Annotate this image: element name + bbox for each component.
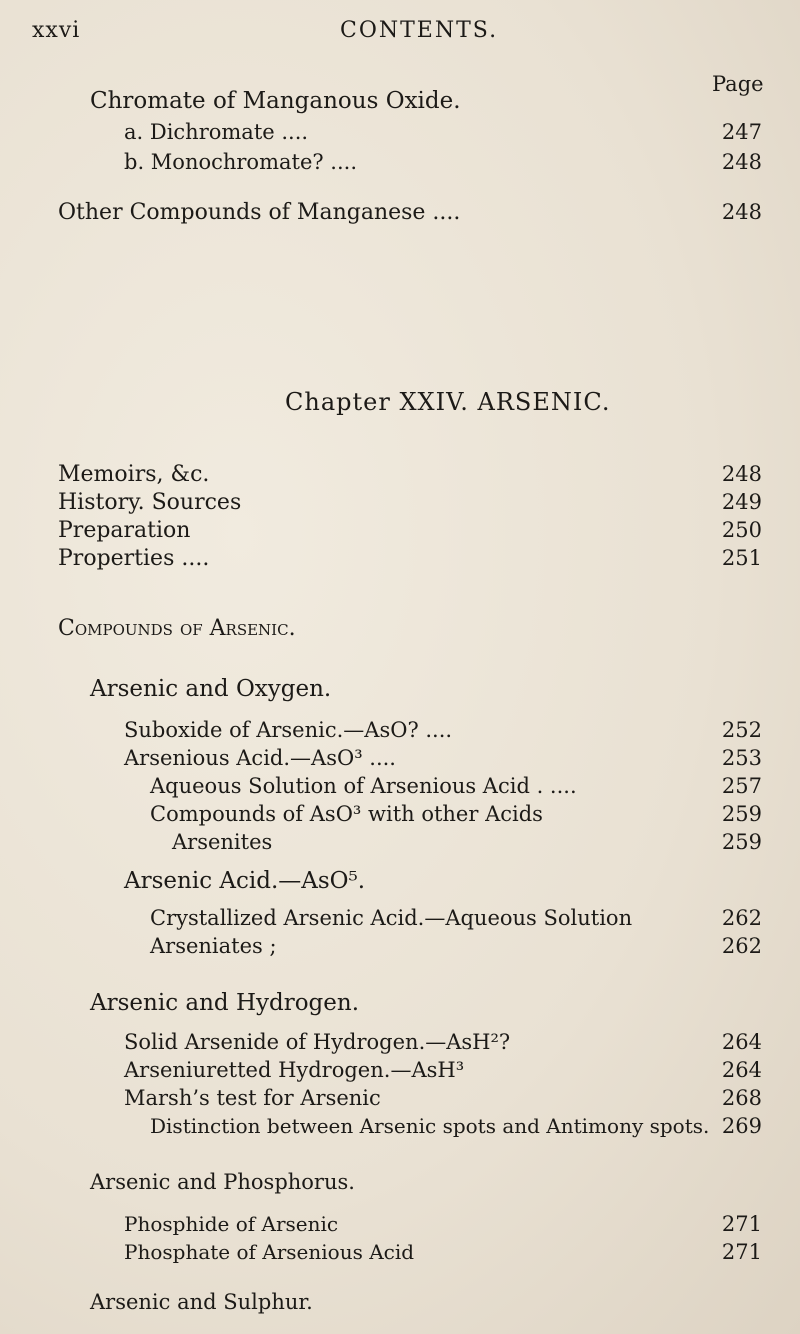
toc-entry	[0, 150, 800, 180]
compounds-heading: Compounds of Arsenic.	[58, 616, 296, 641]
entry-text: History. Sources	[58, 490, 242, 515]
section-heading: Arsenic and Hydrogen.	[90, 990, 360, 1016]
entry-text: Phosphate of Arsenious Acid	[124, 1240, 415, 1264]
toc-entry	[0, 934, 800, 964]
entry-text: Memoirs, &c.	[58, 462, 210, 487]
entry-text: Distinction between Arsenic spots and Antimony spots.	[150, 1114, 710, 1138]
entry-page: 262	[721, 906, 762, 930]
toc-entry	[0, 746, 800, 776]
entry-page: 249	[721, 490, 762, 514]
toc-entry	[0, 462, 800, 492]
entry-text: Crystallized Arsenic Acid.—Aqueous Solution	[150, 906, 633, 930]
section-heading: Chromate of Manganous Oxide.	[90, 88, 461, 114]
entry-text: Phosphide of Arsenic	[124, 1212, 339, 1236]
entry-page: 257	[721, 774, 762, 798]
toc-entry	[0, 1212, 800, 1242]
entry-text: a. Dichromate ....	[124, 120, 309, 144]
entry-text: Arseniuretted Hydrogen.—AsH³	[124, 1058, 465, 1082]
entry-page: 264	[721, 1058, 762, 1082]
toc-entry	[0, 490, 800, 520]
entry-text: Aqueous Solution of Arsenious Acid . ....	[150, 774, 577, 798]
toc-entry	[0, 546, 800, 576]
header-title: CONTENTS.	[340, 18, 499, 43]
entry-text: Arsenious Acid.—AsO³ ....	[124, 746, 396, 770]
toc-entry	[0, 1086, 800, 1116]
toc-entry	[0, 1030, 800, 1060]
entry-page: 259	[721, 830, 762, 854]
entry-page: 268	[721, 1086, 762, 1110]
toc-entry	[0, 1058, 800, 1088]
section-heading: Arsenic Acid.—AsO⁵.	[124, 868, 366, 894]
toc-entry	[0, 802, 800, 832]
entry-text: Suboxide of Arsenic.—AsO? ....	[124, 718, 453, 742]
toc-entry	[0, 1240, 800, 1270]
entry-page: 248	[721, 200, 762, 224]
section-heading: Arsenic and Sulphur.	[90, 1290, 313, 1314]
page-column-label: Page	[712, 72, 764, 96]
toc-entry	[0, 200, 800, 230]
entry-page: 247	[721, 120, 762, 144]
entry-page: 248	[721, 462, 762, 486]
entry-text: Properties ....	[58, 546, 210, 571]
entry-page: 248	[721, 150, 762, 174]
toc-entry	[0, 518, 800, 548]
entry-text: Marsh’s test for Arsenic	[124, 1086, 381, 1110]
entry-page: 252	[721, 718, 762, 742]
entry-page: 264	[721, 1030, 762, 1054]
entry-text: Compounds of AsO³ with other Acids	[150, 802, 543, 826]
toc-entry	[0, 906, 800, 936]
entry-text: Preparation	[58, 518, 191, 543]
toc-entry	[0, 830, 800, 860]
entry-page: 251	[721, 546, 762, 570]
entry-page: 253	[721, 746, 762, 770]
toc-entry	[0, 718, 800, 748]
toc-entry	[0, 1114, 800, 1144]
entry-page: 259	[721, 802, 762, 826]
page-header	[0, 18, 800, 48]
page-number: xxvi	[32, 18, 81, 43]
entry-text: Arsenites	[172, 830, 273, 854]
entry-page: 271	[721, 1212, 762, 1236]
toc-entry	[0, 774, 800, 804]
entry-text: Solid Arsenide of Hydrogen.—AsH²?	[124, 1030, 511, 1054]
entry-page: 262	[721, 934, 762, 958]
chapter-heading: Chapter XXIV. ARSENIC.	[285, 388, 611, 416]
section-heading: Arsenic and Phosphorus.	[90, 1170, 355, 1194]
section-heading: Arsenic and Oxygen.	[90, 676, 332, 702]
entry-page: 269	[721, 1114, 762, 1138]
entry-page: 250	[721, 518, 762, 542]
entry-text: Other Compounds of Manganese ....	[58, 200, 461, 225]
entry-text: b. Monochromate? ....	[124, 150, 358, 174]
entry-page: 271	[721, 1240, 762, 1264]
toc-entry	[0, 120, 800, 150]
entry-text: Arseniates ;	[150, 934, 277, 958]
